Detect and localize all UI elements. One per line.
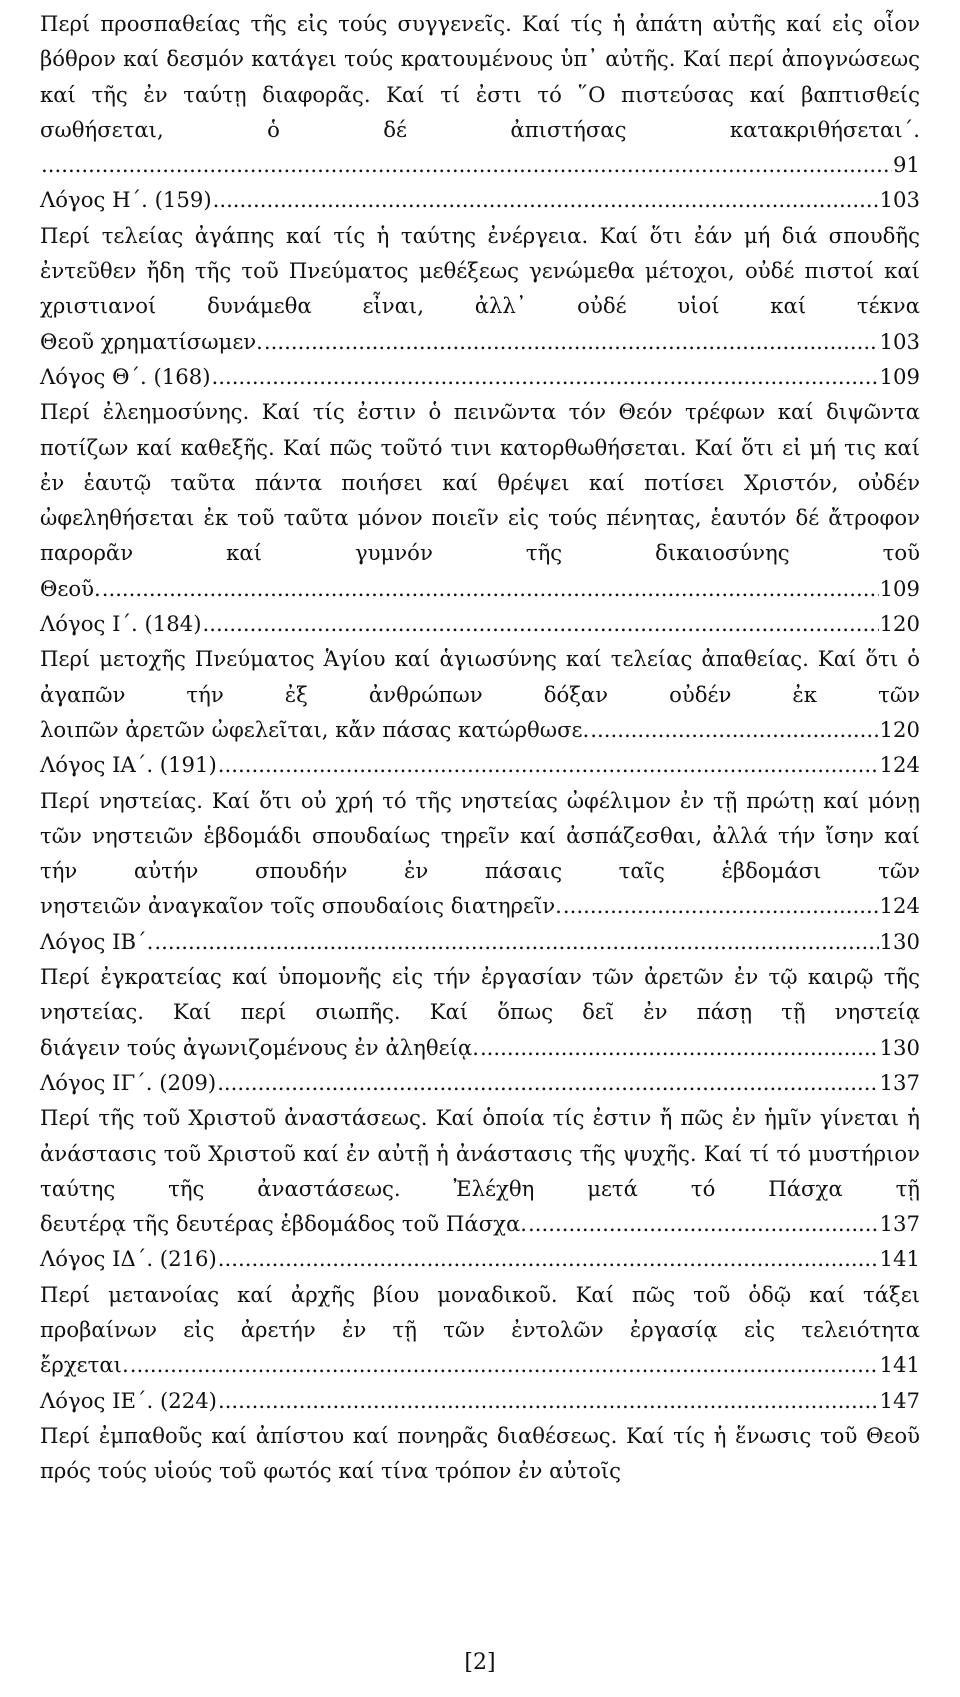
toc-page-number: 91 [893, 152, 920, 178]
toc-leader-line [40, 1065, 920, 1100]
toc-heading-entry [40, 182, 920, 217]
toc-entry-description: Περί ἐμπαθοῦς καί ἀπίστου καί πονηρᾶς διαθέσεως. Καί τίς ἡ ἕνωσις τοῦ Θεοῦ πρός τούς υἱούς τοῦ φωτός καί τίνα τρόπον ἐν αὐτοῖς [40, 1422, 920, 1484]
toc-entry-description: Περί ἐγκρατείας καί ὑπομονῆς εἰς τήν ἐργασίαν τῶν ἀρετῶν ἐν τῷ καιρῷ τῆς νηστείας. Καί περί σιωπῆς. Καί ὅπως δεῖ ἐν πάσῃ τῇ νηστείᾳ [40, 964, 920, 1025]
dot-leader [213, 182, 879, 217]
toc-page-number: 137 [879, 1069, 920, 1095]
toc-entry-description: Περί μετοχῆς Πνεύματος Ἁγίου καί ἁγιωσύνης καί τελείας ἀπαθείας. Καί ὅτι ὁ ἀγαπῶν τήν ἐξ ἀνθρώπων δόξαν οὐδέν ἐκ τῶν [40, 646, 920, 707]
toc-entry-tail: ἔρχεται. [40, 1352, 129, 1378]
toc-leader-line [40, 359, 920, 394]
toc-heading-entry [40, 1241, 920, 1276]
toc-heading-entry [40, 747, 920, 782]
dot-leader [41, 147, 892, 182]
toc-entry [40, 1418, 920, 1489]
toc-leader-line [40, 147, 920, 182]
toc-heading-label: Λόγος ΙΑ΄. (191) [40, 752, 217, 778]
toc-heading-entry [40, 606, 920, 641]
dot-leader [528, 1206, 879, 1241]
toc-entry-description: Περί τελείας ἀγάπης καί τίς ἡ ταύτης ἐνέργεια. Καί ὅτι ἐάν μή διά σπουδῆς ἐντεῦθεν ἤδη τῆς τοῦ Πνεύματος μεθέξεως γενώμεθα μέτοχοι, οὐδέ πιστοί καί χριστιανοί δυνάμεθα εἶναι, ἀλλ᾽ οὐδέ υἱοί καί τέκνα [40, 222, 920, 319]
toc-entry [40, 1100, 920, 1241]
toc-entry-description: Περί νηστείας. Καί ὅτι οὐ χρή τό τῆς νηστείας ὠφέλιμον ἐν τῇ πρώτῃ καί μόνῃ τῶν νηστειῶν ἑβδομάδι σπουδαίως τηρεῖν καί ἀσπάζεσθαι, ἀλλά τήν ἴσην καί τήν αὐτήν σπουδήν ἐν πάσαις ταῖς ἑβδομάσι τῶν [40, 787, 920, 884]
toc-heading-label: Λόγος ΙΒ΄. [40, 928, 154, 954]
toc-page-number: 147 [879, 1387, 920, 1413]
toc-heading-label: Λόγος ΙΔ΄. (216) [40, 1246, 217, 1272]
toc-heading-label: Λόγος Θ΄. (168) [40, 363, 211, 389]
toc-page-number: 120 [879, 611, 920, 637]
toc-heading-entry [40, 1383, 920, 1418]
toc-leader-line [40, 888, 920, 923]
toc-page-number: 109 [879, 363, 920, 389]
toc-page-number: 109 [879, 575, 920, 601]
toc-entry-tail: νηστειῶν ἀναγκαῖον τοῖς σπουδαίοις διατηρεῖν. [40, 893, 562, 919]
toc-page-number: 103 [879, 187, 920, 213]
toc-entry-tail: λοιπῶν ἀρετῶν ὠφελεῖται, κἄν πάσας κατώρθωσε. [40, 716, 590, 742]
toc-entry-tail: διάγειν τούς ἀγωνιζομένους ἐν ἀληθείᾳ. [40, 1034, 479, 1060]
dot-leader [218, 1383, 879, 1418]
toc-entry [40, 641, 920, 747]
toc-heading-entry [40, 924, 920, 959]
toc-page-number: 130 [879, 1034, 920, 1060]
toc-heading-label: Λόγος ΙΓ΄. (209) [40, 1069, 217, 1095]
toc-entry-description: Περί τῆς τοῦ Χριστοῦ ἀναστάσεως. Καί ὁποία τίς ἐστιν ἤ πῶς ἐν ἡμῖν γίνεται ἡ ἀνάστασις τοῦ Χριστοῦ καί ἐν αὐτῇ ἡ ἀνάστασις τῆς ψυχῆς. Καί τί τό μυστήριον ταύτης τῆς ἀναστάσεως. Ἐλέχθη μετά τό Πάσχα τῇ [40, 1105, 920, 1201]
dot-leader [218, 747, 879, 782]
toc-page-number: 130 [879, 928, 920, 954]
toc-entry [40, 218, 920, 359]
dot-leader [211, 359, 878, 394]
table-of-contents [40, 6, 920, 1488]
toc-heading-label: Λόγος ΙΕ΄. (224) [40, 1387, 217, 1413]
toc-leader-line [40, 324, 920, 359]
dot-leader [217, 1065, 878, 1100]
toc-leader-line [40, 712, 920, 747]
toc-heading-label: Λόγος Η΄. (159) [40, 187, 212, 213]
toc-leader-line [40, 1383, 920, 1418]
dot-leader [563, 888, 879, 923]
toc-leader-line [40, 1241, 920, 1276]
toc-page-number: 124 [879, 752, 920, 778]
dot-leader [154, 924, 878, 959]
toc-heading-entry [40, 359, 920, 394]
toc-entry [40, 783, 920, 924]
dot-leader [102, 571, 879, 606]
dot-leader [480, 1030, 879, 1065]
toc-leader-line [40, 1206, 920, 1241]
toc-page-number: 141 [879, 1246, 920, 1272]
toc-entry [40, 394, 920, 606]
toc-page-number: 103 [879, 328, 920, 354]
page-number: [2] [464, 1650, 496, 1675]
toc-leader-line [40, 182, 920, 217]
toc-entry-tail: δευτέρᾳ τῆς δευτέρας ἑβδομάδος τοῦ Πάσχα. [40, 1211, 528, 1237]
toc-entry-description: Περί μετανοίας καί ἀρχῆς βίου μοναδικοῦ. Καί πῶς τοῦ ὁδῷ καί τάξει προβαίνων εἰς ἀρετήν ἐν τῇ τῶν ἐντολῶν ἐργασίᾳ εἰς τελειότητα [40, 1281, 920, 1342]
dot-leader [130, 1347, 879, 1382]
toc-leader-line [40, 571, 920, 606]
toc-page-number: 141 [879, 1352, 920, 1378]
toc-entry [40, 959, 920, 1065]
toc-page-number: 120 [879, 716, 920, 742]
toc-leader-line [40, 1030, 920, 1065]
toc-entry-tail: Θεοῦ χρηματίσωμεν. [40, 328, 263, 354]
toc-heading-label: Λόγος Ι΄. (184) [40, 611, 202, 637]
toc-leader-line [40, 747, 920, 782]
dot-leader [264, 324, 879, 359]
toc-entry [40, 1277, 920, 1383]
toc-heading-entry [40, 1065, 920, 1100]
toc-leader-line [40, 606, 920, 641]
toc-leader-line [40, 924, 920, 959]
toc-entry [40, 6, 920, 182]
toc-entry-description: Περί ἐλεημοσύνης. Καί τίς ἐστιν ὁ πεινῶντα τόν Θεόν τρέφων καί διψῶντα ποτίζων καί καθεξῆς. Καί πῶς τοῦτό τινι κατορθωθήσεται. Καί ὅτι εἰ μή τις καί ἐν ἑαυτῷ ταῦτα πάντα ποιήσει καί θρέψει καί ποτίσει Χριστόν, οὐδέν ὠφεληθήσεται ἐκ τοῦ ταῦτα μόνον ποιεῖν εἰς τούς πένητας, ἑαυτόν δέ ἄτροφον παρορᾶν καί γυμνόν τῆς δικαιοσύνης τοῦ [40, 399, 920, 566]
toc-page-number: 124 [879, 893, 920, 919]
dot-leader [202, 606, 878, 641]
toc-entry-description: Περί προσπαθείας τῆς εἰς τούς συγγενεῖς. Καί τίς ἡ ἀπάτη αὐτῆς καί εἰς οἷον βόθρον καί δεσμόν κατάγει τούς κρατουμένους ὑπ᾽ αὐτῆς. Καί περί ἀπογνώσεως καί τῆς ἐν ταύτῃ διαφορᾶς. Καί τί ἐστι τό ῞Ο πιστεύσας καί βαπτισθείς σωθήσεται, ὁ δέ ἀπιστήσας κατακριθήσεται΄. [40, 11, 920, 142]
dot-leader [590, 712, 878, 747]
toc-page-number: 137 [879, 1211, 920, 1237]
toc-leader-line [40, 1347, 920, 1382]
toc-entry-tail: Θεοῦ. [40, 575, 101, 601]
dot-leader [218, 1241, 879, 1276]
